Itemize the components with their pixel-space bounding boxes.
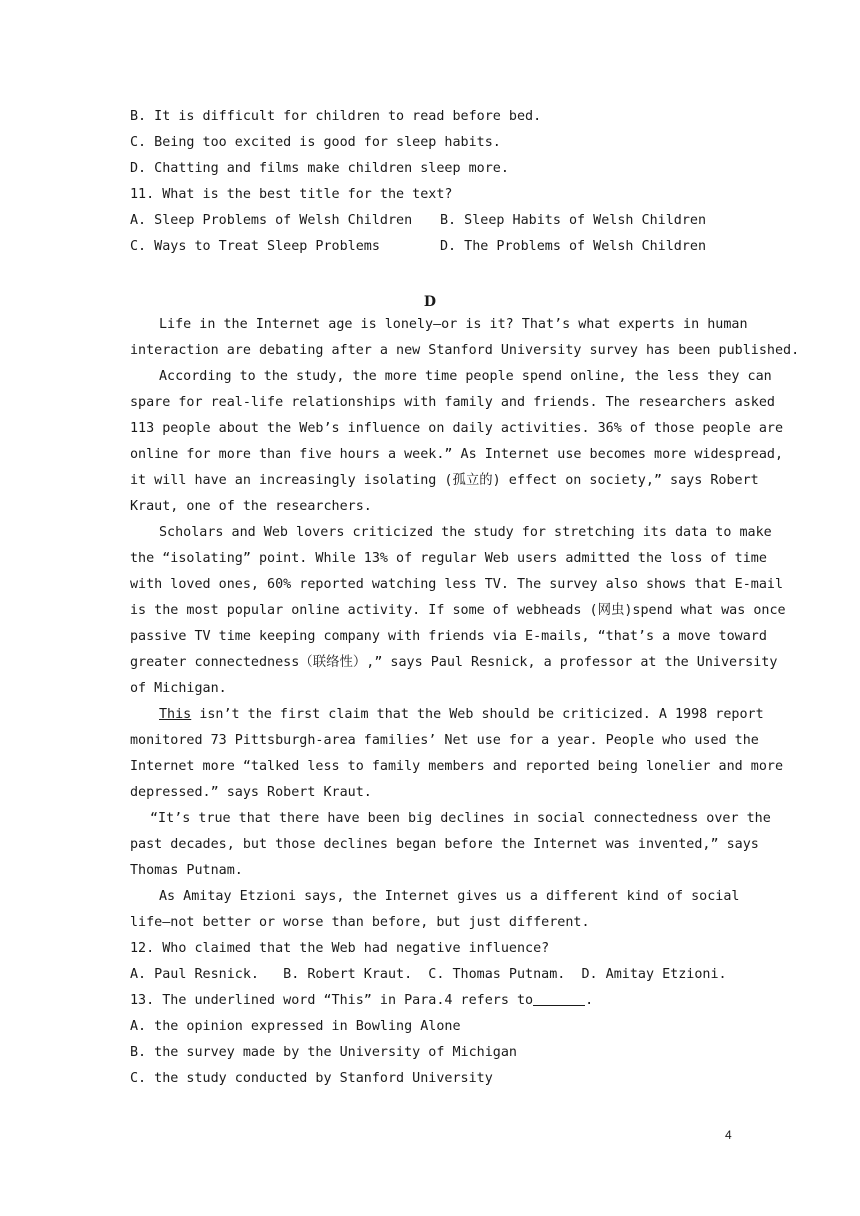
- passage-heading: D: [423, 294, 437, 310]
- passage-line: Scholars and Web lovers criticized the study for stretching its data to make: [159, 525, 772, 540]
- q13-question: [130, 988, 732, 1014]
- passage-line: passive TV time keeping company with friends via E-mails, “that’s a move toward: [130, 629, 767, 644]
- passage-line: life—not better or worse than before, but just different.: [130, 915, 590, 930]
- passage-line: Thomas Putnam.: [130, 863, 243, 878]
- passage-line: spare for real-life relationships with family and friends. The researchers asked: [130, 395, 775, 410]
- passage-line: interaction are debating after a new Stanford University survey has been published.: [130, 343, 800, 358]
- q11-option-a: A. Sleep Problems of Welsh Children: [130, 213, 413, 228]
- passage-line: According to the study, the more time people spend online, the less they can: [159, 369, 772, 384]
- passage-line: As Amitay Etzioni says, the Internet gives us a different kind of social: [159, 889, 740, 904]
- q10-option-b: B. It is difficult for children to read before bed.: [130, 109, 542, 124]
- passage-line: Life in the Internet age is lonely—or is it? That’s what experts in human: [159, 317, 748, 332]
- q11-option-c: C. Ways to Treat Sleep Problems: [130, 239, 380, 254]
- q13-question-end: .: [585, 993, 594, 1008]
- passage-line: “It’s true that there have been big declines in social connectedness over the: [150, 811, 771, 826]
- passage-line: depressed.” says Robert Kraut.: [130, 785, 372, 800]
- underlined-word: This: [159, 707, 192, 722]
- passage-line: 113 people about the Web’s influence on daily activities. 36% of those people are: [130, 421, 784, 436]
- q13-option-b: B. the survey made by the University of Michigan: [130, 1045, 517, 1060]
- passage-line-para4: [159, 702, 764, 728]
- passage-line: it will have an increasingly isolating (孤立的) effect on society,” says Robert: [130, 473, 759, 488]
- passage-line-rest: isn’t the first claim that the Web should be criticized. A 1998 report: [199, 707, 764, 722]
- q11-question: 11. What is the best title for the text?: [130, 187, 453, 202]
- q12-options: A. Paul Resnick. B. Robert Kraut. C. Thomas Putnam. D. Amitay Etzioni.: [130, 967, 727, 982]
- passage-line: monitored 73 Pittsburgh-area families’ Net use for a year. People who used the: [130, 733, 759, 748]
- page-number: 4: [725, 1128, 732, 1142]
- passage-line: greater connectedness（联络性）,” says Paul Resnick, a professor at the University: [130, 655, 778, 670]
- passage-line: with loved ones, 60% reported watching less TV. The survey also shows that E-mail: [130, 577, 784, 592]
- passage-line: the “isolating” point. While 13% of regular Web users admitted the loss of time: [130, 551, 767, 566]
- q11-option-d: D. The Problems of Welsh Children: [440, 239, 707, 254]
- passage-line: is the most popular online activity. If some of webheads (网虫)spend what was once: [130, 603, 786, 618]
- q13-option-c: C. the study conducted by Stanford University: [130, 1071, 493, 1086]
- passage-line: Internet more “talked less to family members and reported being lonelier and more: [130, 759, 784, 774]
- passage-line: Kraut, one of the researchers.: [130, 499, 372, 514]
- q11-option-b: B. Sleep Habits of Welsh Children: [440, 213, 707, 228]
- q10-option-d: D. Chatting and films make children sleep more.: [130, 161, 509, 176]
- q13-option-a: A. the opinion expressed in Bowling Alone: [130, 1019, 461, 1034]
- passage-line: online for more than five hours a week.” As Internet use becomes more widespread,: [130, 447, 784, 462]
- q12-question: 12. Who claimed that the Web had negative influence?: [130, 941, 550, 956]
- answer-blank: [533, 991, 585, 1006]
- q13-question-text: 13. The underlined word “This” in Para.4 refers to: [130, 993, 534, 1008]
- q10-option-c: C. Being too excited is good for sleep habits.: [130, 135, 501, 150]
- passage-line: past decades, but those declines began before the Internet was invented,” says: [130, 837, 759, 852]
- passage-line: of Michigan.: [130, 681, 227, 696]
